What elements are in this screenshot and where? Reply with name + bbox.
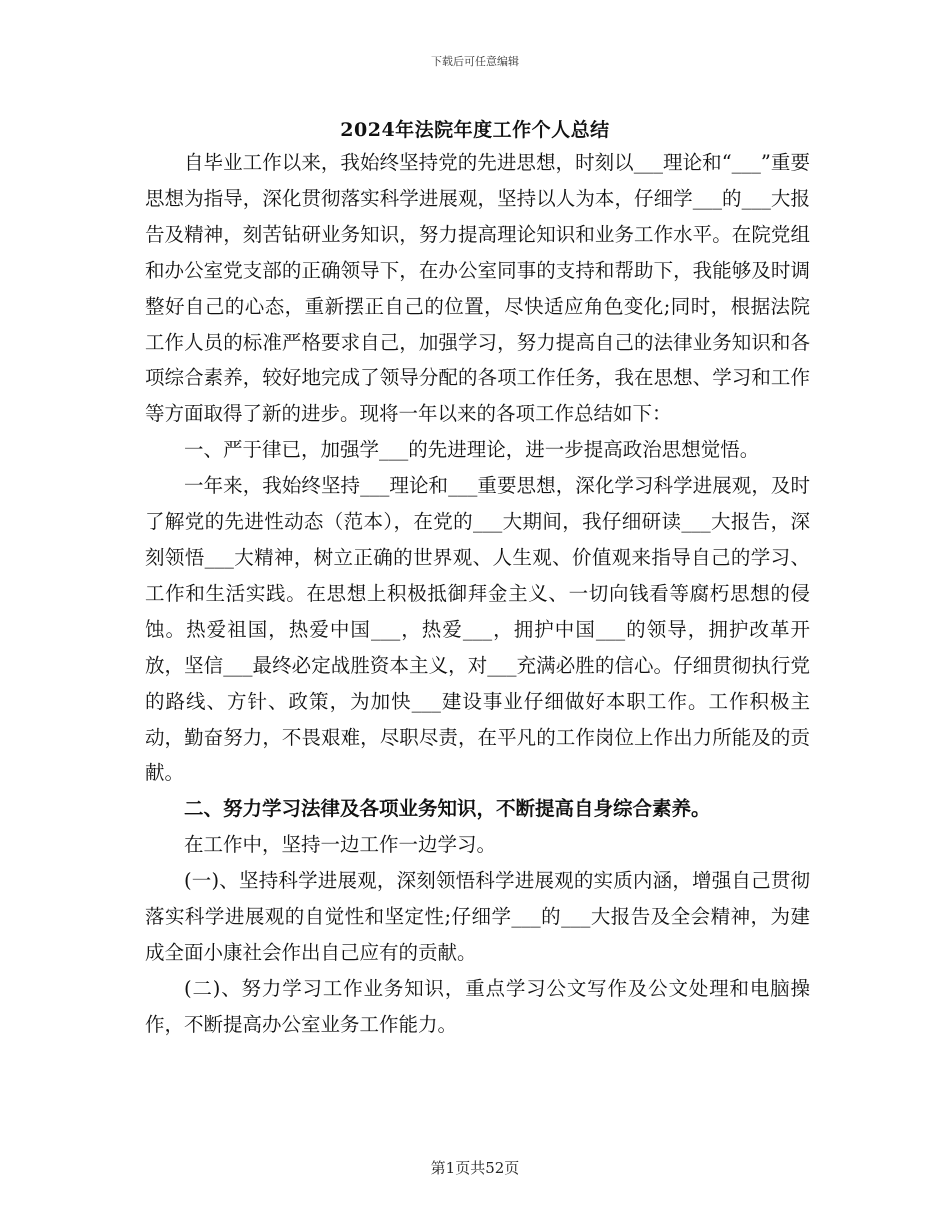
document-title: 2024年法院年度工作个人总结 [340,119,610,141]
page-footer: 第1页共52页 [430,1159,520,1177]
section-heading-1: 一、严于律已，加强学___的先进理论，进一步提高政治思想觉悟。 [184,438,760,462]
paragraph-intro: 自毕业工作以来，我始终坚持党的先进思想，时刻以___理论和“___”重要思想为指导，深化贯彻落实科学进展观，坚持以人为本，仔细学___的___大报告及精神，刻苦钻研业务知识，努力提高理论知识和业务工作水平。在院党组和办公室党支部的正确领导下，在办公室同事的支持和帮助下，我能够及时调整好自己的心态，重新摆正自己的位置，尽快适应角色变化;同时，根据法院工作人员的标准严格要求自己，加强学习，努力提高自己的法律业务知识和各项综合素养，较好地完成了领导分配的各项工作任务，我在思想、学习和工作等方面取得了新的进步。现将一年以来的各项工作总结如下： [145,151,810,426]
paragraph-subsection-2: (二)、努力学习工作业务知识，重点学习公文写作及公文处理和电脑操作，不断提高办公室业务工作能力。 [145,976,810,1036]
section-heading-2: 二、努力学习法律及各项业务知识，不断提高自身综合素养。 [184,797,711,821]
header-note: 下载后可任意编辑 [431,55,519,68]
paragraph-section-2-intro: 在工作中，坚持一边工作一边学习。 [184,833,497,857]
document-body [145,145,810,1043]
paragraph-section-1: 一年来，我始终坚持___理论和___重要思想，深化学习科学进展观，及时了解党的先进性动态（范本），在党的___大期间，我仔细研读___大报告，深刻领悟___大精神，树立正确的世界观、人生观、价值观来指导自己的学习、工作和生活实践。在思想上积极抵御拜金主义、一切向钱看等腐朽思想的侵蚀。热爱祖国，热爱中国___，热爱___，拥护中国___的领导，拥护改革开放，坚信___最终必定战胜资本主义，对___充满必胜的信心。仔细贯彻执行党的路线、方针、政策，为加快___建设事业仔细做好本职工作。工作积极主动，勤奋努力，不畏艰难，尽职尽责，在平凡的工作岗位上作出力所能及的贡献。 [145,474,810,785]
paragraph-subsection-1: (一)、坚持科学进展观，深刻领悟科学进展观的实质内涵，增强自己贯彻落实科学进展观的自觉性和坚定性;仔细学___的___大报告及全会精神，为建成全面小康社会作出自己应有的贡献。 [145,869,810,964]
